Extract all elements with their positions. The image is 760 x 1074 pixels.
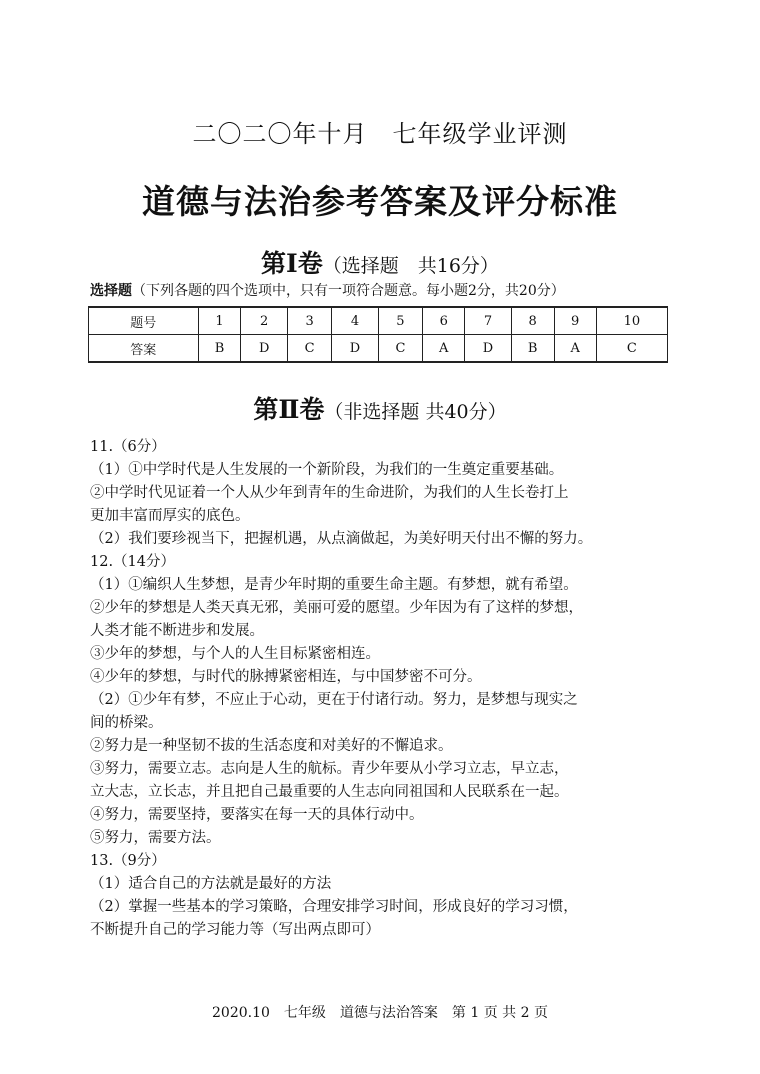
content-line: 不断提升自己的学习能力等（写出两点即可） <box>90 922 380 938</box>
number-cell: 8 <box>511 307 554 335</box>
answer-row <box>89 335 668 363</box>
section1-heading <box>0 244 760 280</box>
answer-table <box>88 306 668 363</box>
exam-title: 二〇二〇年十月 七年级学业评测 <box>192 120 568 148</box>
document-title: 道德与法治参考答案及评分标准 <box>142 182 618 221</box>
section1-note: （选择题 共16分） <box>322 255 499 277</box>
content-line: （1）适合自己的方法就是最好的方法 <box>90 876 332 892</box>
number-cell: 7 <box>465 307 511 335</box>
content-line: ④努力，需要坚持，要落实在每一天的具体行动中。 <box>90 807 424 823</box>
answer-cell: B <box>198 335 241 363</box>
number-cell: 2 <box>241 307 287 335</box>
content-line: （2）掌握一些基本的学习策略，合理安排学习时间，形成良好的学习习惯， <box>90 899 578 915</box>
number-cell: 3 <box>287 307 331 335</box>
content-line: ③努力，需要立志。志向是人生的航标。青少年要从小学习立志，早立志， <box>90 761 569 777</box>
content-line: 人类才能不断进步和发展。 <box>90 623 264 639</box>
answer-cell: A <box>554 335 596 363</box>
number-cell: 6 <box>423 307 465 335</box>
number-cell: 4 <box>332 307 378 335</box>
content-line: ③少年的梦想，与个人的人生目标紧密相连。 <box>90 646 380 662</box>
content-line: （2）我们要珍视当下，把握机遇，从点滴做起，为美好明天付出不懈的努力。 <box>90 531 593 547</box>
content-line: 更加丰富而厚实的底色。 <box>90 508 250 524</box>
content-line: ②中学时代见证着一个人从少年到青年的生命进阶，为我们的人生长卷打上 <box>90 485 569 501</box>
content-line: （1）①编织人生梦想，是青少年时期的重要生命主题。有梦想，就有希望。 <box>90 577 578 593</box>
answer-content <box>90 436 675 942</box>
section2-name: 第Ⅱ卷 <box>253 395 325 424</box>
content-line: ②努力是一种坚韧不拔的生活态度和对美好的不懈追求。 <box>90 738 453 754</box>
row-label: 题号 <box>89 307 199 335</box>
question-number-row <box>89 307 668 335</box>
section2-heading <box>0 390 760 426</box>
content-line: 立大志，立长志，并且把自己最重要的人生志向同祖国和人民联系在一起。 <box>90 784 569 800</box>
row-label: 答案 <box>89 335 199 363</box>
content-line: ⑤努力，需要方法。 <box>90 830 221 846</box>
content-line: （2）①少年有梦，不应止于心动，更在于付诸行动。努力，是梦想与现实之 <box>90 692 578 708</box>
answer-cell: B <box>511 335 554 363</box>
number-cell: 9 <box>554 307 596 335</box>
number-cell: 10 <box>596 307 667 335</box>
content-line: 12.（14分） <box>90 554 176 570</box>
content-line: ④少年的梦想，与时代的脉搏紧密相连，与中国梦密不可分。 <box>90 669 482 685</box>
answer-cell: D <box>465 335 511 363</box>
answer-cell: D <box>241 335 287 363</box>
content-line: （1）①中学时代是人生发展的一个新阶段，为我们的一生奠定重要基础。 <box>90 462 564 478</box>
number-cell: 1 <box>198 307 241 335</box>
section2-note: （非选择题 共40分） <box>324 401 507 423</box>
answer-cell: C <box>596 335 667 363</box>
choice-instruction <box>90 280 565 300</box>
answer-cell: A <box>423 335 465 363</box>
answer-cell: D <box>332 335 378 363</box>
instruction-text: （下列各题的四个选项中，只有一项符合题意。每小题2分，共20分） <box>132 283 565 299</box>
answer-cell: C <box>378 335 422 363</box>
number-cell: 5 <box>378 307 422 335</box>
content-line: 间的桥梁。 <box>90 715 163 731</box>
answer-cell: C <box>287 335 331 363</box>
content-line: 11.（6分） <box>90 439 166 455</box>
section1-name: 第Ⅰ卷 <box>261 249 323 278</box>
instruction-label: 选择题 <box>90 283 132 299</box>
content-line: ②少年的梦想是人类天真无邪，美丽可爱的愿望。少年因为有了这样的梦想， <box>90 600 583 616</box>
content-line: 13.（9分） <box>90 853 166 869</box>
page-footer: 2020.10 七年级 道德与法治答案 第 1 页 共 2 页 <box>212 1005 548 1021</box>
